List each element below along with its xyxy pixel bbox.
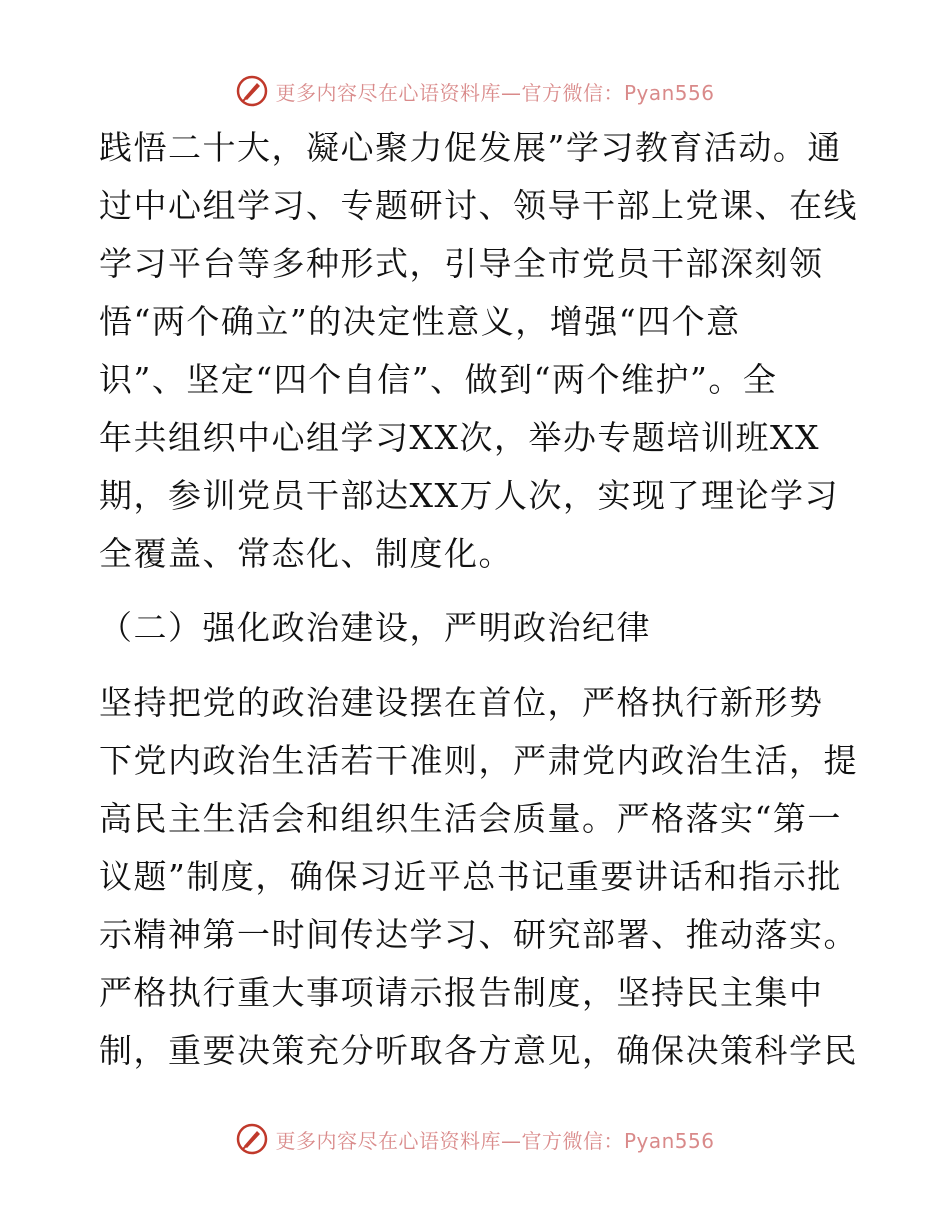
paragraph-line: 过中心组学习、专题研讨、领导干部上党课、在线 <box>99 186 858 225</box>
paragraph-line: 践悟二十大，凝心聚力促发展”学习教育活动。通 <box>99 128 842 167</box>
paragraph-line: 坚持把党的政治建设摆在首位，严格执行新形势 <box>99 683 824 722</box>
watermark-text: 更多内容尽在心语资料库—官方微信：Pyan556 <box>275 80 715 105</box>
paragraph-line: 严格执行重大事项请示报告制度，坚持民主集中 <box>99 973 824 1012</box>
quill-logo-icon <box>235 74 269 108</box>
quill-logo-icon <box>235 1122 269 1156</box>
section-heading: （二）强化政治建设，严明政治纪律 <box>99 608 651 647</box>
paragraph-line: 年共组织中心组学习XX次，举办专题培训班XX <box>99 418 820 457</box>
paragraph-line: 议题”制度，确保习近平总书记重要讲话和指示批 <box>99 857 842 896</box>
paragraph-line: 示精神第一时间传达学习、研究部署、推动落实。 <box>99 915 858 954</box>
paragraph-line: 识”、坚定“四个自信”、做到“两个维护”。全 <box>99 360 778 399</box>
paragraph-line: 学习平台等多种形式，引导全市党员干部深刻领 <box>99 244 824 283</box>
paragraph-line: 全覆盖、常态化、制度化。 <box>99 534 513 573</box>
paragraph-line: 下党内政治生活若干准则，严肃党内政治生活，提 <box>99 741 858 780</box>
paragraph-line: 高民主生活会和组织生活会质量。严格落实“第一 <box>99 799 842 838</box>
watermark-text: 更多内容尽在心语资料库—官方微信：Pyan556 <box>275 1128 715 1153</box>
header-watermark <box>0 71 950 111</box>
footer-watermark <box>0 1119 950 1159</box>
paragraph-line: 期，参训党员干部达XX万人次，实现了理论学习 <box>99 476 839 515</box>
paragraph-line: 悟“两个确立”的决定性意义，增强“四个意 <box>99 302 741 341</box>
paragraph-line: 制，重要决策充分听取各方意见，确保决策科学民 <box>99 1031 858 1070</box>
